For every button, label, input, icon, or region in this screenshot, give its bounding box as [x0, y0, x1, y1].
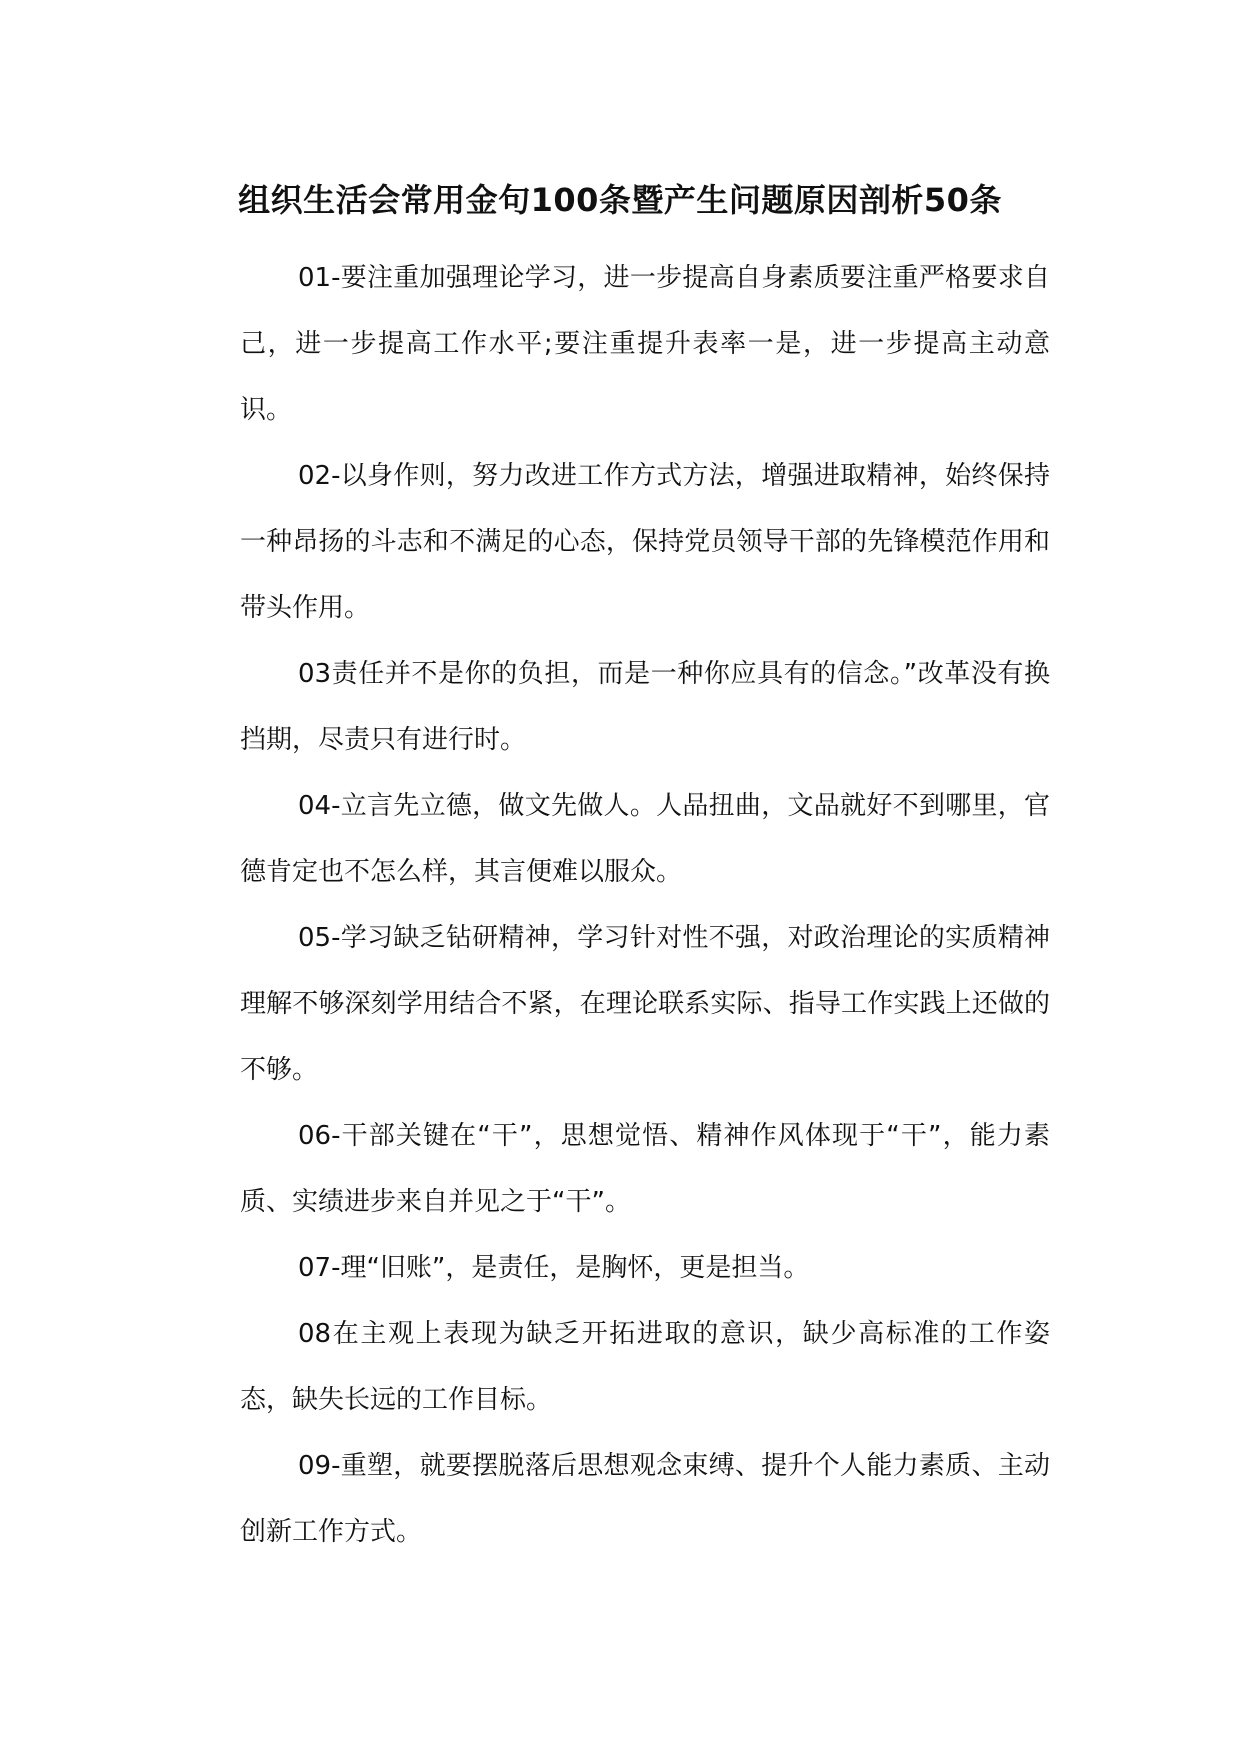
paragraph-06: 06-干部关键在“干”，思想觉悟、精神作风体现于“干”，能力素质、实绩进步来自并见之于“干”。	[240, 1121, 1050, 1217]
paragraph-04: 04-立言先立德，做文先做人。人品扭曲，文品就好不到哪里，官德肯定也不怎么样，其言便难以服众。	[240, 791, 1050, 887]
paragraph-03: 03责任并不是你的负担，而是一种你应具有的信念。”改革没有换挡期，尽责只有进行时。	[240, 659, 1050, 755]
paragraph-02: 02-以身作则，努力改进工作方式方法，增强进取精神，始终保持一种昂扬的斗志和不满足的心态，保持党员领导干部的先锋模范作用和带头作用。	[240, 461, 1050, 623]
paragraph-05: 05-学习缺乏钻研精神，学习针对性不强，对政治理论的实质精神理解不够深刻学用结合不紧，在理论联系实际、指导工作实践上还做的不够。	[240, 923, 1050, 1085]
paragraph-08: 08在主观上表现为缺乏开拓进取的意识，缺少高标准的工作姿态，缺失长远的工作目标。	[240, 1319, 1050, 1415]
paragraph-07: 07-理“旧账”，是责任，是胸怀，更是担当。	[298, 1253, 810, 1283]
document-body	[240, 245, 1050, 1565]
paragraph-09: 09-重塑，就要摆脱落后思想观念束缚、提升个人能力素质、主动创新工作方式。	[240, 1451, 1050, 1547]
document-title: 组织生活会常用金句100条暨产生问题原因剖析50条	[238, 181, 1002, 219]
paragraph-01: 01-要注重加强理论学习，进一步提高自身素质要注重严格要求自己，进一步提高工作水平;要注重提升表率一是，进一步提高主动意识。	[240, 263, 1050, 425]
